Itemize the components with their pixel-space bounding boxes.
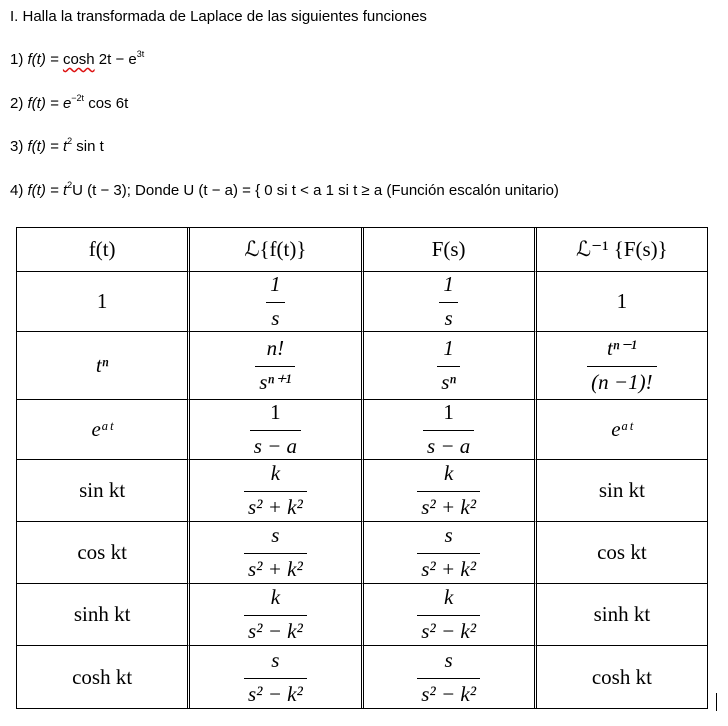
numerator: k <box>270 461 281 485</box>
cell-laplace <box>190 400 363 460</box>
table-row <box>17 460 707 522</box>
fraction-bar <box>417 615 480 616</box>
fraction-bar <box>437 366 460 367</box>
fraction-bar <box>250 430 301 431</box>
numerator: 1 <box>443 400 454 424</box>
fraction-bar <box>266 302 285 303</box>
fraction <box>437 336 460 395</box>
problem-4-base: t <box>62 182 68 199</box>
problem-2-sup: −2t <box>71 93 85 103</box>
fraction <box>250 400 301 459</box>
numerator: 1 <box>443 272 454 296</box>
fraction <box>417 648 480 707</box>
cell-F <box>364 584 537 646</box>
cell-f: cos kt <box>17 522 190 584</box>
fraction <box>439 272 458 331</box>
numerator: 1 <box>270 272 281 296</box>
fraction <box>255 336 295 395</box>
denominator: s <box>271 306 280 330</box>
cell-f: cosh kt <box>17 646 190 708</box>
fraction <box>587 336 656 395</box>
cell-laplace <box>190 272 363 332</box>
cell-inverse: cos kt <box>537 522 707 584</box>
cell-inverse: cosh kt <box>591 664 652 689</box>
problem-4-prefix: 4) <box>10 182 28 199</box>
numerator: s <box>444 523 453 547</box>
problem-3 <box>10 138 104 155</box>
denominator: sⁿ <box>441 370 457 394</box>
cell-F <box>364 522 537 584</box>
cell-laplace <box>190 584 363 646</box>
problem-1-sup: 3t <box>136 49 145 59</box>
problem-4-fn: f(t) = <box>27 182 63 199</box>
problem-3-sup: 2 <box>67 136 73 146</box>
denominator: s² − k² <box>421 619 476 643</box>
numerator: s <box>271 523 280 547</box>
cell-inverse: sin kt <box>537 460 707 522</box>
header-f: f(t) <box>17 228 190 272</box>
numerator: 1 <box>443 336 454 360</box>
fraction <box>417 585 480 644</box>
problem-1 <box>10 51 144 68</box>
denominator: s² + k² <box>247 495 303 519</box>
fraction-bar <box>423 430 474 431</box>
problem-1-prefix: 1) <box>10 51 28 68</box>
table-row <box>17 332 707 400</box>
fraction <box>417 523 480 582</box>
cell-F <box>364 332 537 400</box>
fraction <box>423 400 474 459</box>
problem-2-body: cos 6t <box>84 95 129 112</box>
table-row <box>17 646 707 708</box>
cell-laplace <box>190 460 363 522</box>
cell-F <box>364 272 537 332</box>
denominator: s² + k² <box>421 495 476 519</box>
denominator: s − a <box>253 434 298 458</box>
problem-4 <box>10 182 559 199</box>
denominator: s − a <box>426 434 471 458</box>
numerator: tⁿ⁻¹ <box>606 336 637 360</box>
cell-F <box>364 400 537 460</box>
denominator: sⁿ⁺¹ <box>259 370 292 394</box>
cell-f: eᵃᵗ <box>17 400 190 460</box>
denominator: (n −1)! <box>591 370 653 394</box>
fraction <box>244 648 307 707</box>
problem-2-prefix: 2) <box>10 95 28 112</box>
problem-4-body: U (t − 3); Donde U (t − a) = { 0 si t < a 1 si t ≥ a (Función escalón unitario) <box>72 182 559 199</box>
problem-2-fn: f(t) = <box>27 95 63 112</box>
cell-f: tⁿ <box>17 332 190 400</box>
denominator: s² − k² <box>421 681 476 706</box>
fraction <box>417 461 480 520</box>
numerator: 1 <box>270 400 281 424</box>
fraction-bar <box>587 366 656 367</box>
fraction-bar <box>244 678 307 679</box>
fraction-bar <box>244 615 307 616</box>
table-row <box>17 272 707 332</box>
document-heading: I. Halla la transformada de Laplace de las siguientes funciones <box>10 8 427 25</box>
fraction-bar <box>244 553 307 554</box>
table-header-row <box>17 228 707 272</box>
laplace-table <box>16 227 708 709</box>
cell-laplace <box>190 646 363 708</box>
cell-laplace <box>190 522 363 584</box>
problem-4-sup: 2 <box>67 180 73 190</box>
numerator: n! <box>266 336 285 360</box>
denominator: s² − k² <box>247 681 303 706</box>
cell-inverse: sinh kt <box>537 584 707 646</box>
fraction <box>244 461 307 520</box>
numerator: k <box>270 585 281 609</box>
problem-1-cosh: cosh <box>62 51 95 68</box>
header-laplace: ℒ{f(t)} <box>190 228 363 272</box>
denominator: s² − k² <box>247 619 303 643</box>
fraction-bar <box>417 491 480 492</box>
problem-3-fn: f(t) = <box>27 138 63 155</box>
problem-1-body: 2t − e <box>94 51 137 68</box>
fraction <box>244 585 307 644</box>
cell-f: sinh kt <box>17 584 190 646</box>
numerator: s <box>444 647 453 672</box>
fraction-bar <box>417 553 480 554</box>
cell-inverse: eᵃᵗ <box>537 400 707 460</box>
cell-inverse <box>537 332 707 400</box>
cell-F <box>364 646 537 708</box>
fraction-bar <box>244 491 307 492</box>
denominator: s <box>444 306 453 330</box>
fraction-bar <box>255 366 295 367</box>
fraction-bar <box>417 678 480 679</box>
cell-f: 1 <box>17 272 190 332</box>
problem-2 <box>10 95 128 112</box>
numerator: k <box>443 585 454 609</box>
problem-3-prefix: 3) <box>10 138 28 155</box>
table-row <box>17 400 707 460</box>
fraction-bar <box>439 302 458 303</box>
numerator: s <box>271 647 280 672</box>
problem-2-base: e <box>62 95 72 112</box>
fraction <box>266 272 285 331</box>
problem-1-fn: f(t) = <box>27 51 63 68</box>
cell-inverse: 1 <box>537 272 707 332</box>
numerator: k <box>443 461 454 485</box>
table-row <box>17 584 707 646</box>
fraction <box>244 523 307 582</box>
cell-F <box>364 460 537 522</box>
header-F: F(s) <box>364 228 537 272</box>
header-inverse: ℒ⁻¹ {F(s)} <box>537 228 707 272</box>
denominator: s² + k² <box>247 557 303 581</box>
denominator: s² + k² <box>421 557 476 581</box>
cell-f: sin kt <box>17 460 190 522</box>
table-row <box>17 522 707 584</box>
cell-laplace <box>190 332 363 400</box>
problem-3-body: sin t <box>72 138 104 155</box>
problem-3-base: t <box>62 138 68 155</box>
text-cursor <box>716 693 717 711</box>
